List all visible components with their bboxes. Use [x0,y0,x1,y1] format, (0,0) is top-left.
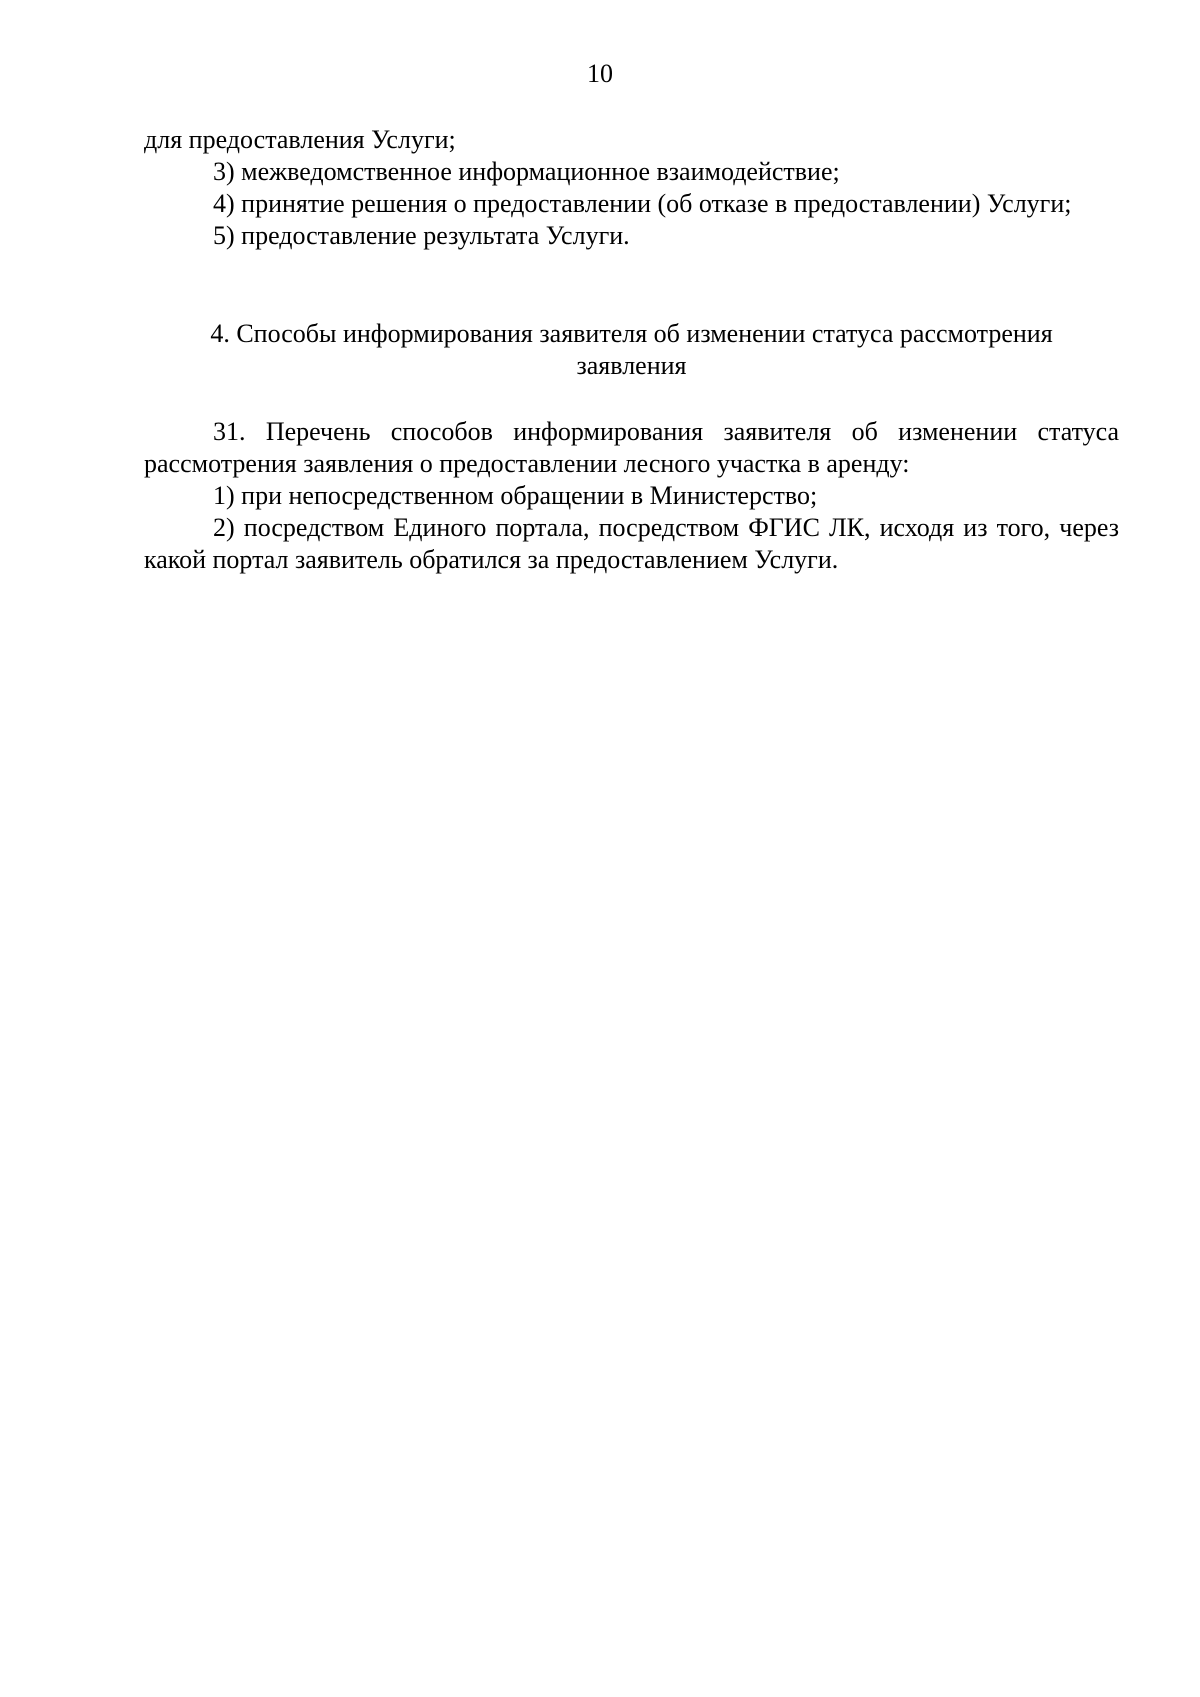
paragraph-31 [144,416,1119,576]
page-number: 10 [587,59,613,88]
paragraph-31-item-2: 2) посредством Единого портала, посредством ФГИС ЛК, исходя из того, через какой портал заявитель обратился за предоставлением Услуги. [144,513,1119,574]
section-heading [144,318,1119,382]
section-heading-line-1: 4. Способы информирования заявителя об изменении статуса рассмотрения [210,319,1053,348]
paragraph-31-item-1: 1) при непосредственном обращении в Министерство; [213,481,818,510]
list-item-5: 5) предоставление результата Услуги. [213,221,630,250]
list-item-3: 3) межведомственное информационное взаимодействие; [213,157,840,186]
procedure-list [144,124,1119,252]
paragraph-31-text: 31. Перечень способов информирования заявителя об изменении статуса рассмотрения заявления о предоставлении лесного участка в аренду: [144,417,1119,478]
list-item-4: 4) принятие решения о предоставлении (об отказе в предоставлении) Услуги; [213,189,1072,218]
list-line-tail: для предоставления Услуги; [144,125,456,154]
section-heading-line-2: заявления [576,351,687,380]
